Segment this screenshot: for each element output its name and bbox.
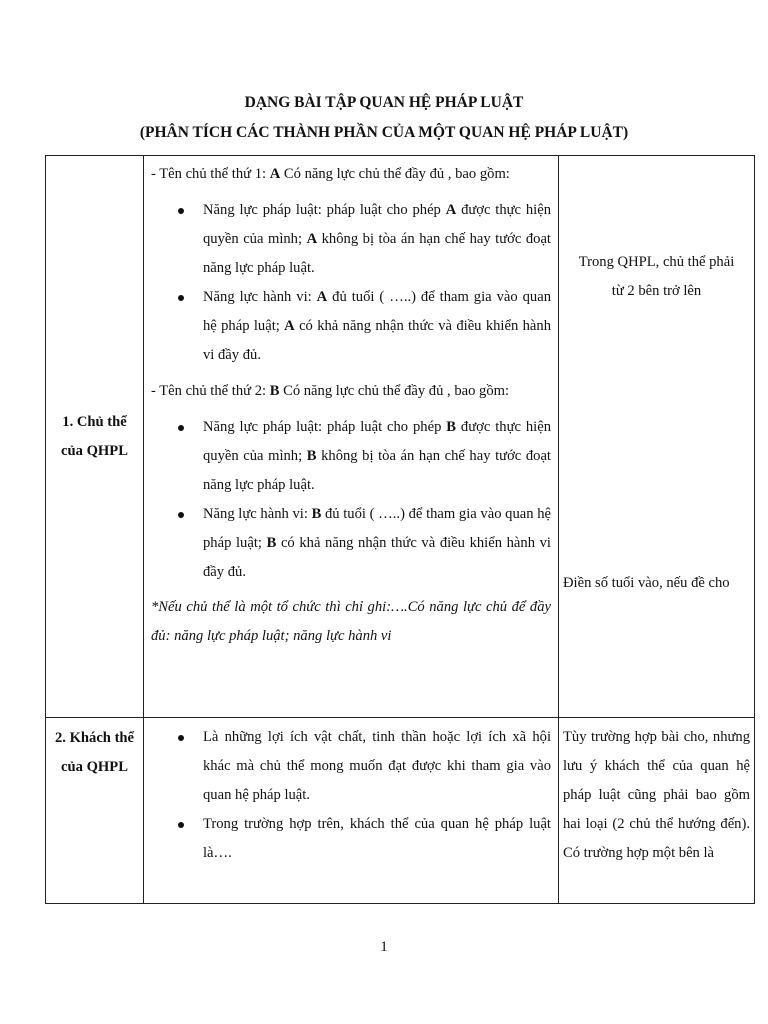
list-item: Năng lực hành vi: B đủ tuổi ( …..) để tham gia vào quan hệ pháp luật; B có khả năng nhận thức và điều khiển hành vi đầy đủ. [151,500,551,587]
document-subtitle: (PHÂN TÍCH CÁC THÀNH PHẦN CỦA MỘT QUAN HỆ PHÁP LUẬT) [139,124,629,141]
object-note: Tùy trường hợp bài cho, nhưng lưu ý khách thể của quan hệ pháp luật cũng phải bao gồm hai loại (2 chủ thể hướng đến). Có trường hợp một bên là [563,729,750,861]
note-subject-count: Trong QHPL, chủ thể phải từ 2 bên trở lên [578,254,735,299]
label-line: 1. Chủ thể [62,413,127,430]
list-item: Năng lực hành vi: A đủ tuổi ( …..) để tham gia vào quan hệ pháp luật; A có khả năng nhận thức và điều khiển hành vi đầy đủ. [151,283,551,370]
subject-content-cell [144,156,559,718]
subject-notes-cell [559,156,755,718]
list-item: Năng lực pháp luật: pháp luật cho phép A được thực hiện quyền của mình; A không bị tòa án hạn chế hay tước đoạt năng lực pháp luật. [151,196,551,283]
subject-b-intro: - Tên chủ thể thứ 2: B Có năng lực chủ thể đầy đủ , bao gồm: [151,383,510,399]
qhpl-table [45,155,755,904]
table-row [46,156,755,718]
page-number: 1 [380,939,388,955]
organization-note: *Nếu chủ thể là một tổ chức thì chỉ ghi:….Có năng lực chủ để đầy đủ: năng lực pháp luật; năng lực hành vi [151,599,551,644]
subject-a-intro: - Tên chủ thể thứ 1: A Có năng lực chủ thể đầy đủ , bao gồm: [151,166,510,182]
list-item: Là những lợi ích vật chất, tinh thần hoặc lợi ích xã hội khác mà chủ thể mong muốn đạt được khi tham gia vào quan hệ pháp luật. [151,723,551,810]
label-line: của QHPL [61,442,128,459]
document-title: DẠNG BÀI TẬP QUAN HỆ PHÁP LUẬT [244,94,524,111]
note-age: Điền số tuổi vào, nếu đề cho [563,575,730,591]
row-label-object: 2. Khách thể của QHPL [46,718,144,904]
object-note-cell [559,718,755,904]
object-content-cell [144,718,559,904]
list-item: Năng lực pháp luật: pháp luật cho phép B được thực hiện quyền của mình; B không bị tòa án hạn chế hay tước đoạt năng lực pháp luật. [151,413,551,500]
table-row [46,718,755,904]
list-item: Trong trường hợp trên, khách thể của quan hệ pháp luật là…. [151,810,551,868]
row-label-subject [46,156,144,718]
